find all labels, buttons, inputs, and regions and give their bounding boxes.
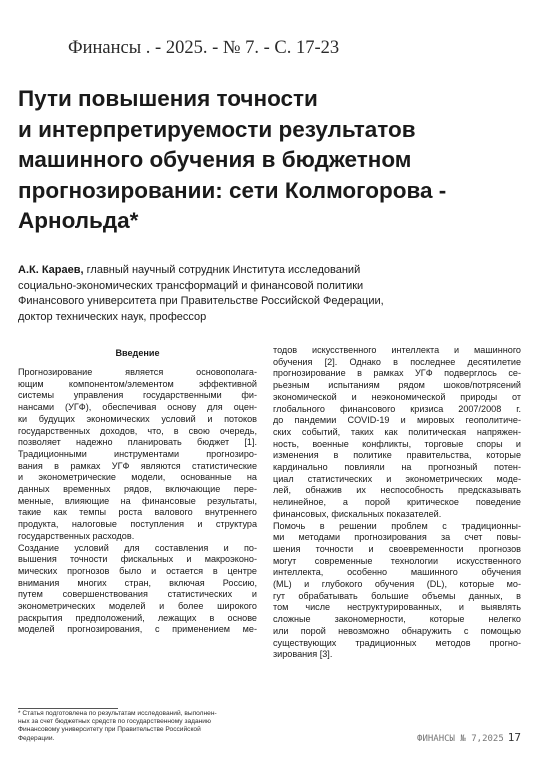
text-line: ми методами прогнозирования за счет повы- xyxy=(273,532,521,543)
text-line: моделей прогнозирования, с применением ме- xyxy=(18,624,257,635)
text-line: нансами (УГФ), обеспечивая основу для оцен- xyxy=(18,402,257,413)
text-line: вышения точности фискальных и макроэконо- xyxy=(18,554,257,565)
text-line: такие как темпы роста валового внутреннего xyxy=(18,507,257,518)
author-block xyxy=(18,263,523,325)
citation-header: Финансы . - 2025. - № 7. - С. 17-23 xyxy=(68,38,340,58)
title-line: прогнозировании: сети Колмогорова - xyxy=(18,177,447,203)
text-line: интеллекта, особенно машинного обучения xyxy=(273,567,521,578)
footnote xyxy=(18,710,257,743)
text-line: ющим компонентом/элементом эффективной xyxy=(18,378,257,389)
text-line: ки будущих экономических условий и потоков xyxy=(18,413,257,424)
text-line: вания в рамках УГФ являются статистические xyxy=(18,460,257,471)
text-line: мических прогнозов было и остается в центре xyxy=(18,565,257,576)
text-line: продукта, налоговые поступления и структура xyxy=(18,519,257,530)
author-line: социально-экономических трансформаций и финансовой политики xyxy=(18,279,364,292)
footnote-line: Финансовому университету при Правительстве Российской xyxy=(18,726,201,734)
title-line: Пути повышения точности xyxy=(18,86,318,111)
footnote-line: Федерации. xyxy=(18,734,55,742)
text-line: существующих традиционных методов прогно- xyxy=(273,637,521,648)
footer-journal: ФИНАНСЫ № 7,2025 xyxy=(417,734,504,744)
text-line: или порой невозможно обнаружить с помощью xyxy=(273,625,521,636)
text-line: рьезным испытаниям рядом шоков/потрясений xyxy=(273,380,521,391)
text-line: изменения в политике правительства, которые xyxy=(273,450,521,461)
footnote-line: ных за счет бюджетных средств по государственному заданию xyxy=(18,718,211,726)
author-line: Финансового университета при Правительстве Российской Федерации, xyxy=(18,295,384,308)
left-column xyxy=(18,367,257,636)
page-footer xyxy=(417,731,521,744)
text-line: шения точности и своевременности прогнозов xyxy=(273,543,521,554)
author-name: А.К. Караев, xyxy=(18,264,84,276)
text-line: и эконометрические модели, основанные на xyxy=(18,472,257,483)
text-line: финансовых, фискальных показателей. xyxy=(273,508,442,519)
text-line: путем совершенствования статистических и xyxy=(18,589,257,600)
text-line: менные, влияющие на финансовые результаты, xyxy=(18,495,257,506)
text-line: нелинейное, а порой критическое поведение xyxy=(273,497,521,508)
page-number: 17 xyxy=(507,731,521,744)
title-line: и интерпретируемости результатов xyxy=(18,116,416,142)
text-line: системы управления государственными фи- xyxy=(18,390,257,401)
text-line: данных временных рядов, включающие пере- xyxy=(18,484,257,495)
text-line: Традиционными инструментами прогнозиро- xyxy=(18,448,257,459)
text-line: до пандемии COVID-19 и мировых геополитиче- xyxy=(273,415,521,426)
author-affiliation: главный научный сотрудник Института исследований xyxy=(83,264,361,276)
text-line: внимания многих стран, включая Россию, xyxy=(18,577,257,588)
text-line: эконометрических моделей и более широкого xyxy=(18,601,257,612)
text-line: циал статистических и эконометрических моде- xyxy=(273,473,521,484)
title-line: машинного обучения в бюджетном xyxy=(18,147,412,172)
text-line: (ML) и глубокого обучения (DL), которые мо- xyxy=(273,579,521,590)
text-line: могут современные технологии искусственного xyxy=(273,555,521,566)
text-line: ских событий, таких как политическая напряжен- xyxy=(273,426,521,437)
title-line: Арнольда* xyxy=(18,208,139,233)
author-line: доктор технических наук, профессор xyxy=(18,310,207,323)
article-title xyxy=(18,84,523,237)
text-line: обучения [2]. Однако в последнее десятилетие xyxy=(273,356,521,367)
text-line: прогнозирование в рамках УГФ подверглось се- xyxy=(273,368,521,379)
text-line: кардинально повлияли на прогнозный потен- xyxy=(273,462,521,473)
text-line: тодов искусственного интеллекта и машинного xyxy=(273,345,521,355)
section-heading: Введение xyxy=(115,348,160,358)
text-line: лей, обнажив их неспособность предсказывать xyxy=(273,485,521,496)
text-line: Создание условий для составления и по- xyxy=(18,542,257,553)
right-column xyxy=(273,345,521,661)
text-line: зирования [3]. xyxy=(273,649,333,660)
text-line: ность, военные конфликты, торговые споры и xyxy=(273,438,521,449)
text-line: государственных расходов. xyxy=(18,530,135,541)
text-line: раскрытия предположений, лежащих в основе xyxy=(18,612,257,623)
text-line: государственных доходов, что, в свою очередь, xyxy=(18,425,257,436)
text-line: Помочь в решении проблем с традиционны- xyxy=(273,520,521,531)
text-line: позволяет надежно планировать бюджет [1]. xyxy=(18,437,257,448)
text-line: том числе неструктурированных, и выявлять xyxy=(273,602,521,613)
text-line: экономической и неэкономической природы от xyxy=(273,391,521,402)
footnote-rule xyxy=(18,708,118,709)
text-line: сложные закономерности, которые нелегко xyxy=(273,614,521,625)
author-line xyxy=(18,263,523,279)
text-line: глобального финансового кризиса 2007/2008 г. xyxy=(273,403,521,414)
footnote-line: * Статья подготовлена по результатам исследований, выполнен- xyxy=(18,710,217,717)
text-line: Прогнозирование является основополага- xyxy=(18,367,257,377)
text-line: гут обрабатывать большие объемы данных, в xyxy=(273,590,521,601)
